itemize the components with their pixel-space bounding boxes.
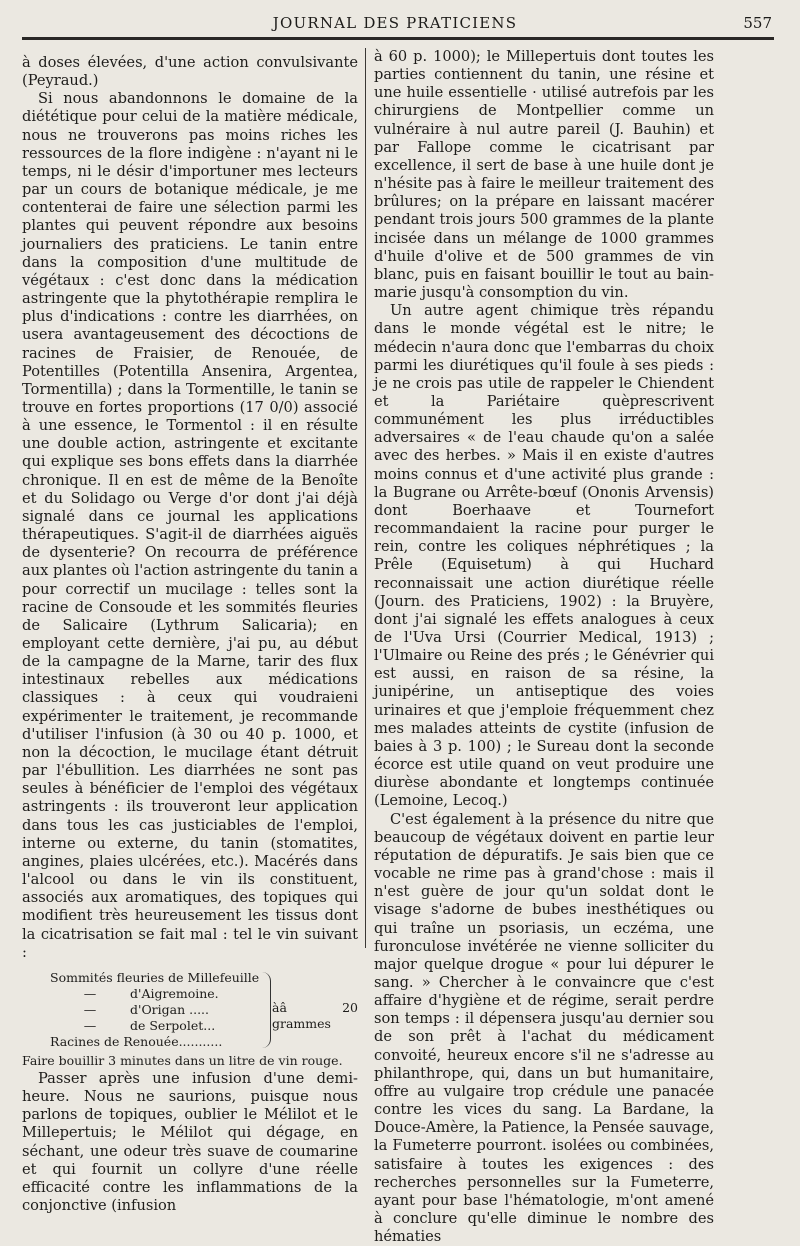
recipe-dash: —: [83, 985, 97, 1001]
recipe-line: de Serpolet...: [130, 1017, 216, 1033]
column-divider: [365, 48, 366, 948]
recipe-line: d'Aigremoine.: [130, 985, 219, 1001]
recipe-dash: —: [83, 1017, 97, 1033]
paragraph: Un autre agent chimique très répandu dans le monde végétal est le nitre; le médecin n'aura donc que l'embarras du choix parmi les diurétiques qu'il foule à ses pieds : je ne crois pas utile de rappeler le Chiendent et la Pariétaire quèprescrivent communément les plus irréductibles adversaires « de l'eau chaude qu'on a salée avec des herbes. » Mais il en existe d'autres moins connus et d'une activité plus grande : la Bugrane ou Arrête-bœuf (Ononis Arvensis) dont Boerhaave et Tournefort recommandaient la racine pour purger le rein, contre les coliques néphrétiques ; la Prêle (Equisetum) à qui Huchard reconnaissait une action diurétique réelle (Journ. des Praticiens, 1902) : la Bruyère, dont j'ai signalé les effets analogues à ceux de l'Uva Ursi (Courrier Medical, 1913) ; l'Ulmaire ou Reine des prés ; le Génévrier qui est aussi, en raison de sa résine, la junipérine, un antiseptique des voies urinaires et que j'emploie fréquemment chez mes malades atteints de cystite (infusion de baies à 3 p. 100) ; le Sureau dont la seconde écorce est utile quand on veut produire une diurèse abondante et longtemps continuée (Lemoine, Lecoq.): [374, 302, 714, 810]
paragraph: à 60 p. 1000); le Millepertuis dont toutes les parties contiennent du tanin, une résine et une huile essentielle · utilisé autrefois par les chirurgiens de Montpellier comme un vulnéraire à nul autre pareil (J. Bauhin) et par Fallope comme le cicatrisant par excellence, il sert de base à une huile dont je n'hésite pas à faire le meilleur traitement des brûlures; on la prépare en laissant macérer pendant trois jours 500 grammes de la plante incisée dans un mélange de 1000 grammes d'huile d'olive et de 500 grammes de vin blanc, puis en faisant bouillir le tout au bain-marie jusqu'à consomption du vin.: [374, 48, 714, 302]
recipe-dose: àâ 20 grammes: [272, 999, 358, 1031]
recipe-formula: [50, 970, 358, 1050]
brace: [262, 972, 271, 1048]
header-rule: [22, 37, 774, 40]
paragraph: Si nous abandonnons le domaine de la diététique pour celui de la matière médicale, nous ne trouverons pas moins riches les ressources de la flore indigène : n'ayant ni le temps, ni le désir d'importuner mes lecteurs par un cours de botanique médicale, je me contenterai de faire une sélection parmi les plantes qui peuvent répondre aux besoins journaliers des praticiens. Le tanin entre dans la composition d'une multitude de végétaux : c'est donc dans la médication astringente que la phytothérapie remplira le plus d'indications : contre les diarrhées, on usera avantageusement des décoctions de racines de Fraisier, de Renouée, de Potentilles (Potentilla Ansenira, Argentea, Tormentilla) ; dans la Tormentille, le tanin se trouve en fortes proportions (17 0/0) associé à une essence, le Tormentol : il en résulte une double action, astringente et excitante qui explique ses bons effets dans la diarrhée chronique. Il en est de même de la Benoîte et du Solidago ou Verge d'or dont j'ai déjà signalé dans ce journal les applications thérapeutiques. S'agit-il de diarrhées aiguës de dysenterie? On recourra de préférence aux plantes où l'action astringente du tanin a pour correctif un mucilage : telles sont la racine de Consoude et les sommités fleuries de Salicaire (Lythrum Salicaria); en employant cette dernière, j'ai pu, au début de la campagne de la Marne, tarir des flux intestinaux rebelles aux médications classiques : à ceux qui voudraieni expérimenter le traitement, je recommande d'utiliser l'infusion (à 30 ou 40 p. 1000, et non la décoction, le mucilage étant détruit par l'ébullition. Les diarrhées ne sont pas seules à bénéficier de l'emploi des végétaux astringents : ils trouveront leur application dans tous les cas justiciables de l'emploi, interne ou externe, du tanin (stomatites, angines, plaies ulcérées, etc.). Macérés dans l'alcool ou dans le vin ils constituent, associés aux aromatiques, des topiques qui modifient très heureusement les tissus dont la cicatrisation se fait mal : tel le vin suivant :: [22, 90, 358, 961]
right-column: [374, 48, 714, 1246]
recipe-line: Sommités fleuries de Millefeuille: [50, 969, 260, 985]
page-number: 557: [743, 14, 772, 32]
left-column: [22, 54, 358, 1215]
paragraph: à doses élevées, d'une action convulsivante (Peyraud.): [22, 54, 358, 90]
recipe-line: Racines de Renouée...........: [50, 1033, 223, 1049]
recipe-dash: —: [83, 1001, 97, 1017]
paragraph: C'est également à la présence du nitre que beaucoup de végétaux doivent en partie leur réputation de dépuratifs. Je sais bien que ce vocable ne rime pas à grand'chose : mais il n'est guère de jour qu'un soldat dont le visage s'adorne de bubes inesthétiques ou qui traîne un psoriasis, un eczéma, une furonculose invétérée ne vienne solliciter du major quelque drogue « pour lui dépurer le sang. » Chercher à le convaincre que c'est affaire d'hygiène et de régime, serait perdre son temps : il dépensera jusqu'au dernier sou de son prêt à l'achat du médicament convoité, heureux encore s'il ne s'adresse au philanthrope, qui, dans un but humanitaire, offre au vulgaire trop crédule une panacée contre les vices du sang. La Bardane, la Douce-Amère, la Patience, la Pensée sauvage, la Fumeterre pourront. isolées ou combinées, satisfaire à toutes les exigences : des recherches personnelles sur la Fumeterre, ayant pour base l'hématologie, m'ont amené à conclure qu'elle diminue le nombre des hématies: [374, 810, 714, 1246]
paragraph: Passer après une infusion d'une demi-heure. Nous ne saurions, puisque nous parlons de topiques, oublier le Mélilot et le Millepertuis; le Mélilot qui dégage, en séchant, une odeur très suave de coumarine et qui fournit un collyre d'une réelle efficacité contre les inflammations de la conjonctive (infusion: [22, 1069, 358, 1215]
recipe-instruction: Faire bouillir 3 minutes dans un litre de vin rouge.: [22, 1052, 343, 1068]
page-header: [18, 10, 772, 40]
journal-title: JOURNAL DES PRATICIENS: [272, 14, 518, 32]
recipe-line: d'Origan .....: [130, 1001, 210, 1017]
